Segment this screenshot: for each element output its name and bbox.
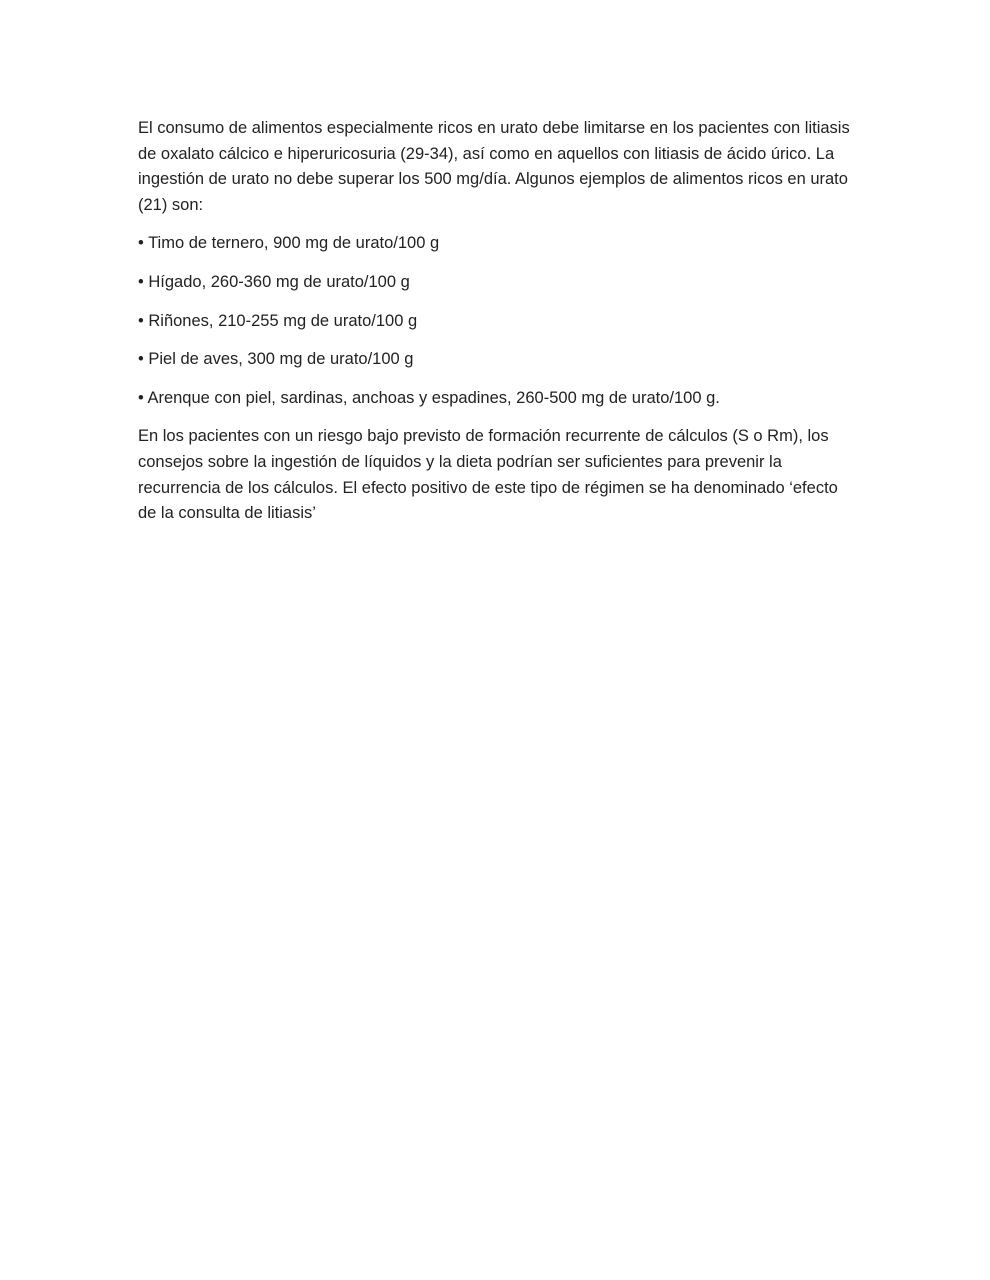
list-item: • Arenque con piel, sardinas, anchoas y espadines, 260-500 mg de urato/100 g. bbox=[138, 388, 720, 407]
list-item: • Piel de aves, 300 mg de urato/100 g bbox=[138, 350, 414, 369]
paragraph-conclusion: En los pacientes con un riesgo bajo previsto de formación recurrente de cálculos (S o Rm), los consejos sobre la ingestión de líquidos y la dieta podrían ser suficientes para prevenir la recurrencia de los cálculos. El efecto positivo de este tipo de régimen se ha denominado ‘efecto de la consulta de litiasis’ bbox=[138, 427, 838, 523]
paragraph-intro: El consumo de alimentos especialmente ricos en urato debe limitarse en los pacientes con litiasis de oxalato cálcico e hiperuricosuria (29-34), así como en aquellos con litiasis de ácido úrico. La ingestión de urato no debe superar los 500 mg/día. Algunos ejemplos de alimentos ricos en urato (21) son: bbox=[138, 119, 850, 214]
document-body bbox=[138, 116, 858, 540]
list-item: • Riñones, 210-255 mg de urato/100 g bbox=[138, 311, 418, 330]
list-item: • Hígado, 260-360 mg de urato/100 g bbox=[138, 272, 410, 291]
list-item: • Timo de ternero, 900 mg de urato/100 g bbox=[138, 234, 440, 253]
